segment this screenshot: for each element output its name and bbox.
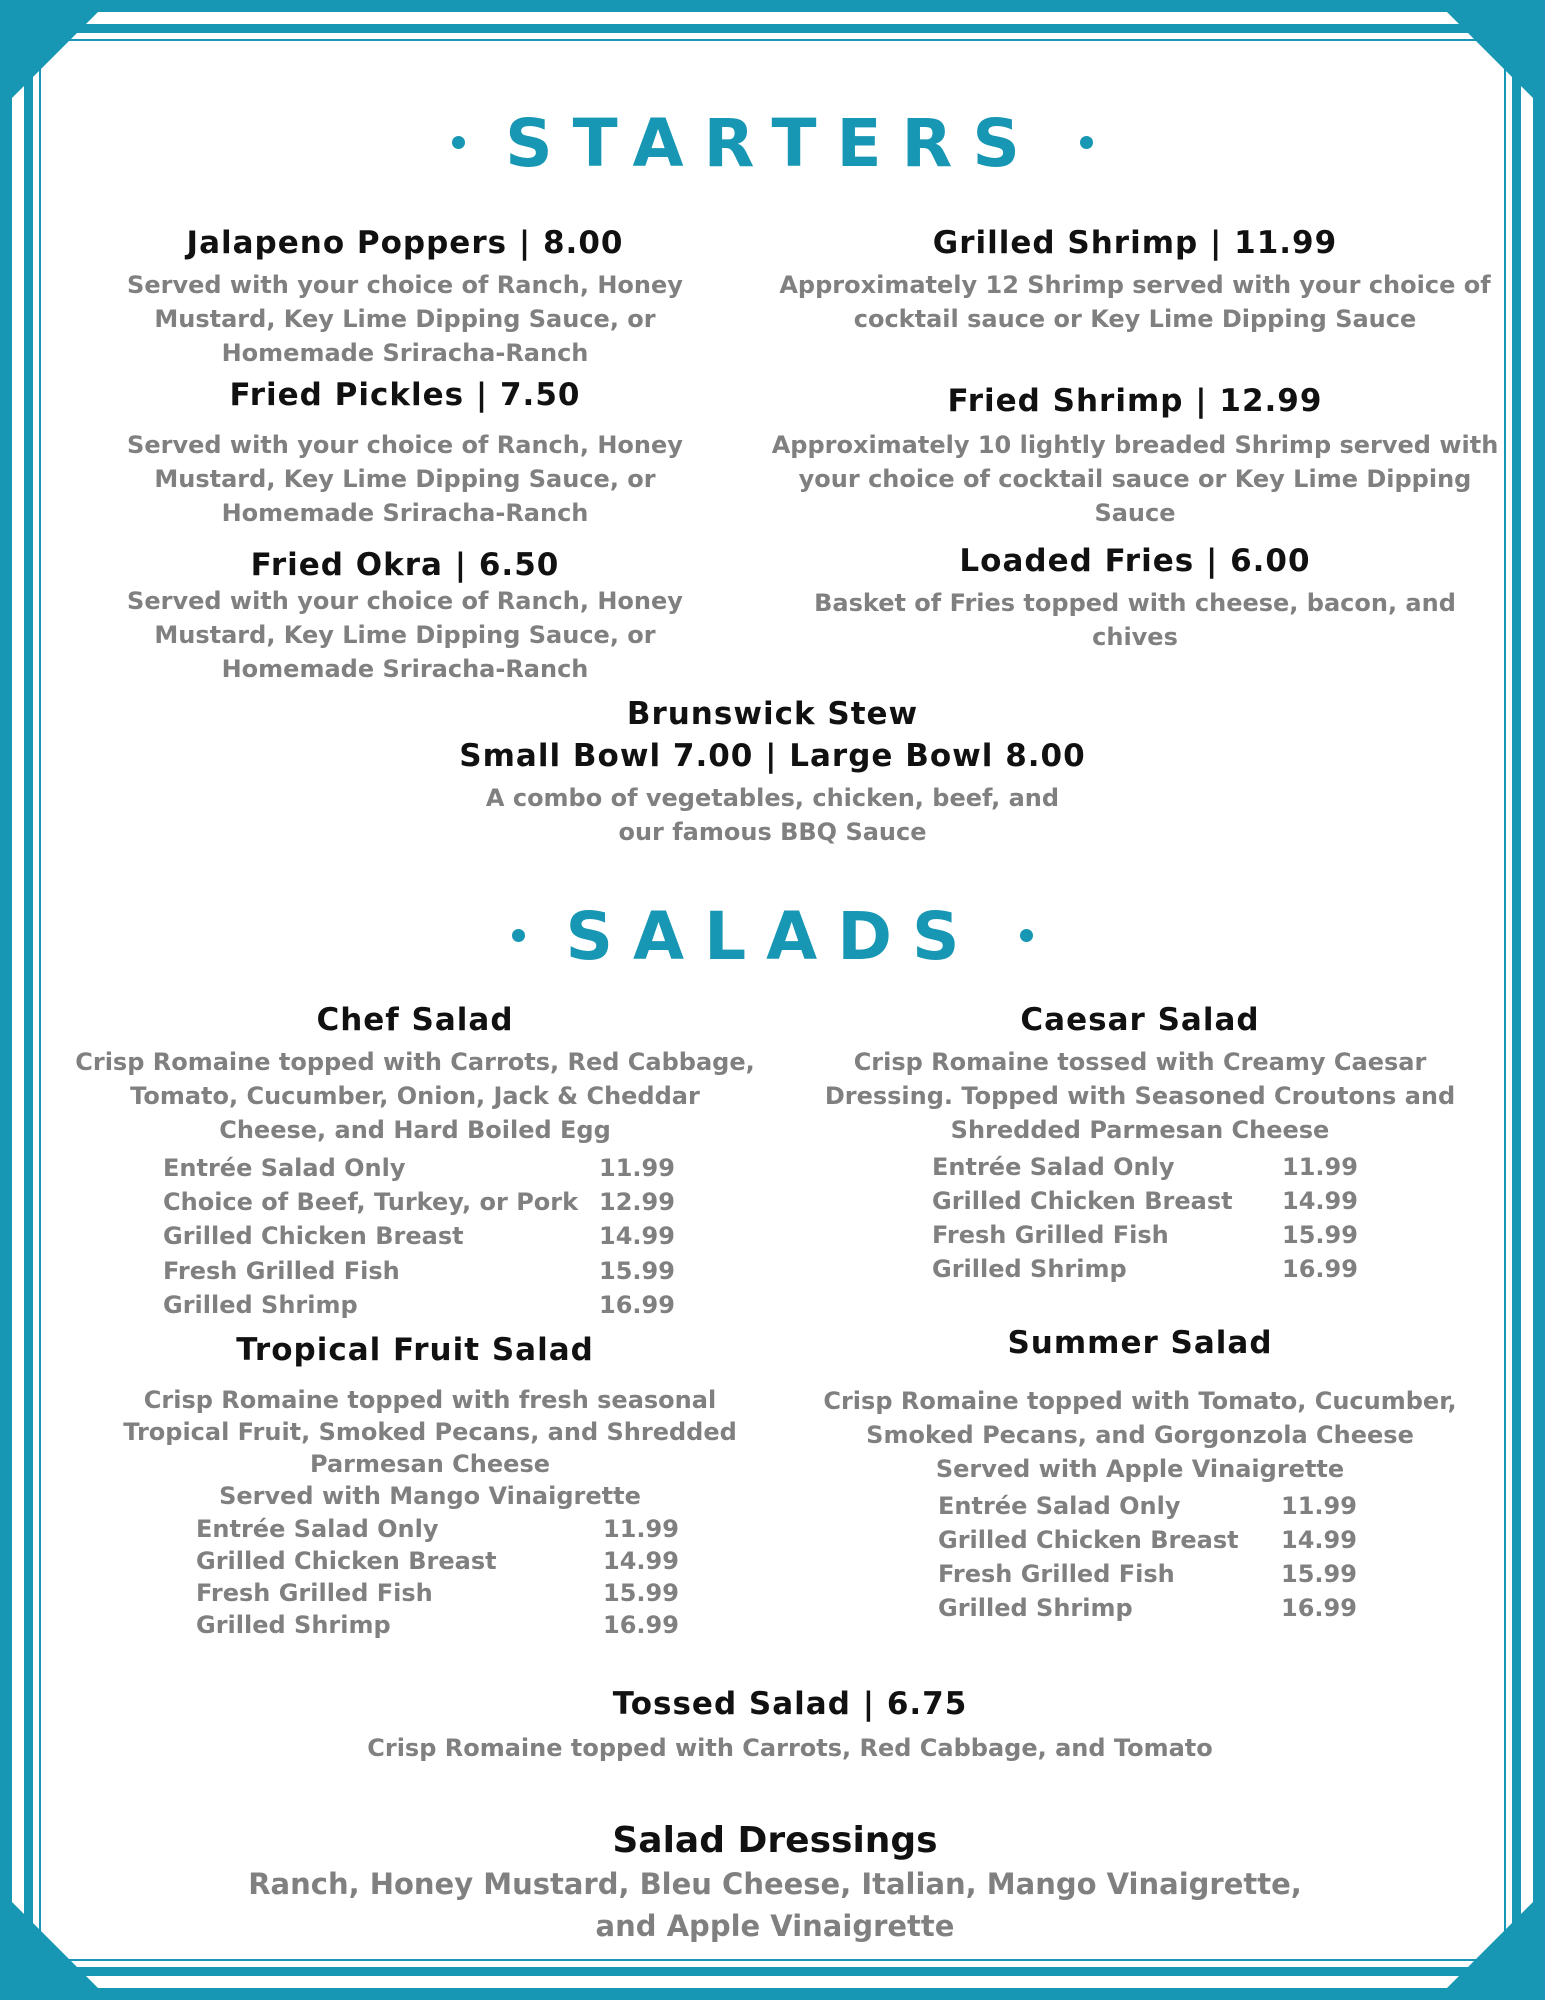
loaded-fries-item [760, 542, 1510, 654]
option-price: 15.99 [1282, 1221, 1358, 1249]
item-description: Crisp Romaine tossed with Creamy Caesar Dressing. Topped with Seasoned Croutons and Shredded Parmesan Cheese [824, 1048, 1456, 1144]
fried-pickles-item [60, 376, 750, 530]
item-description: Crisp Romaine topped with Carrots, Red Cabbage, and Tomato [367, 1734, 1213, 1762]
option-price: 14.99 [603, 1547, 679, 1575]
item-dressing-note: Served with Apple Vinaigrette [935, 1455, 1345, 1483]
item-title: Chef Salad [316, 1002, 514, 1038]
summer-salad-item [790, 1324, 1490, 1362]
option-price: 16.99 [1281, 1594, 1357, 1622]
option-name: Fresh Grilled Fish [163, 1257, 400, 1285]
option-price: 12.99 [599, 1188, 675, 1216]
option-name: Entrée Salad Only [932, 1153, 1175, 1181]
dressings-title: Salad Dressings [612, 1820, 938, 1861]
option-price: 15.99 [603, 1579, 679, 1607]
bullet-dot-icon [452, 136, 465, 149]
option-name: Entrée Salad Only [938, 1492, 1181, 1520]
item-description: Basket of Fries topped with cheese, bacon, and chives [814, 589, 1456, 651]
starters-heading: STARTERS [0, 105, 1545, 182]
tropical-fruit-salad-item [70, 1331, 760, 1369]
tossed-salad-item [300, 1685, 1280, 1765]
option-price: 11.99 [599, 1154, 675, 1182]
option-name: Fresh Grilled Fish [932, 1221, 1169, 1249]
dressings-list-line-2: and Apple Vinaigrette [595, 1909, 955, 1943]
item-title: Caesar Salad [1020, 1002, 1260, 1038]
chef-salad-item [70, 1001, 760, 1147]
item-title: Tropical Fruit Salad [236, 1332, 594, 1368]
item-title: Fried Shrimp | 12.99 [947, 383, 1323, 419]
item-title: Summer Salad [1007, 1325, 1273, 1361]
option-name: Fresh Grilled Fish [938, 1560, 1175, 1588]
item-title: Grilled Shrimp | 11.99 [932, 225, 1338, 261]
option-name: Fresh Grilled Fish [196, 1579, 433, 1607]
option-name: Grilled Chicken Breast [932, 1187, 1233, 1215]
option-name: Grilled Chicken Breast [938, 1526, 1239, 1554]
item-title: Jalapeno Poppers | 8.00 [186, 225, 624, 261]
bullet-dot-icon [1020, 929, 1033, 942]
item-title: Fried Okra | 6.50 [250, 547, 560, 583]
jalapeno-poppers-item [60, 224, 750, 370]
item-title: Loaded Fries | 6.00 [959, 543, 1311, 579]
option-price: 11.99 [603, 1515, 679, 1543]
bullet-dot-icon [1080, 136, 1093, 149]
option-name: Grilled Chicken Breast [196, 1547, 497, 1575]
item-title: Tossed Salad | 6.75 [612, 1686, 968, 1722]
tropical-fruit-salad-details [95, 1384, 765, 1512]
bullet-dot-icon [512, 929, 525, 942]
caesar-salad-item [790, 1001, 1490, 1147]
fried-shrimp-item [760, 382, 1510, 530]
item-subtitle-prices: Small Bowl 7.00 | Large Bowl 8.00 [459, 738, 1086, 774]
option-price: 14.99 [1282, 1187, 1358, 1215]
option-name: Grilled Shrimp [163, 1291, 358, 1319]
option-name: Grilled Shrimp [938, 1594, 1133, 1622]
option-name: Grilled Shrimp [932, 1255, 1127, 1283]
item-dressing-note: Served with Mango Vinaigrette [219, 1482, 641, 1510]
option-price: 15.99 [599, 1257, 675, 1285]
salad-dressings-section [200, 1820, 1350, 1947]
option-name: Entrée Salad Only [163, 1154, 406, 1182]
item-description: Served with your choice of Ranch, Honey Mustard, Key Lime Dipping Sauce, or Homemade Sriracha-Ranch [127, 431, 683, 527]
option-price: 14.99 [599, 1222, 675, 1250]
item-description: Crisp Romaine topped with Tomato, Cucumber, Smoked Pecans, and Gorgonzola Cheese [823, 1387, 1457, 1449]
option-price: 16.99 [599, 1291, 675, 1319]
item-description: Approximately 12 Shrimp served with your choice of cocktail sauce or Key Lime Dipping Sauce [779, 271, 1491, 333]
item-title: Brunswick Stew [626, 696, 919, 732]
option-price: 11.99 [1281, 1492, 1357, 1520]
option-price: 14.99 [1281, 1526, 1357, 1554]
option-name: Entrée Salad Only [196, 1515, 439, 1543]
option-name: Choice of Beef, Turkey, or Pork [163, 1188, 579, 1216]
brunswick-stew-item [400, 695, 1145, 849]
option-price: 16.99 [1282, 1255, 1358, 1283]
dressings-list-line-1: Ranch, Honey Mustard, Bleu Cheese, Italian, Mango Vinaigrette, [248, 1867, 1302, 1901]
option-name: Grilled Shrimp [196, 1611, 391, 1639]
item-title: Fried Pickles | 7.50 [229, 377, 581, 413]
item-description: Approximately 10 lightly breaded Shrimp served with your choice of cocktail sauce or Key Lime Dipping Sauce [771, 431, 1499, 527]
item-description: A combo of vegetables, chicken, beef, and our famous BBQ Sauce [485, 784, 1060, 846]
option-price: 16.99 [603, 1611, 679, 1639]
fried-okra-item [60, 546, 750, 686]
grilled-shrimp-item [760, 224, 1510, 336]
option-price: 11.99 [1282, 1153, 1358, 1181]
item-description: Crisp Romaine topped with Carrots, Red Cabbage, Tomato, Cucumber, Onion, Jack & Cheddar Cheese, and Hard Boiled Egg [75, 1048, 755, 1144]
item-description: Served with your choice of Ranch, Honey Mustard, Key Lime Dipping Sauce, or Homemade Sriracha-Ranch [127, 587, 683, 683]
option-price: 15.99 [1281, 1560, 1357, 1588]
salads-heading: SALADS [0, 898, 1545, 975]
item-description: Served with your choice of Ranch, Honey Mustard, Key Lime Dipping Sauce, or Homemade Sriracha-Ranch [127, 271, 683, 367]
item-description: Crisp Romaine topped with fresh seasonal Tropical Fruit, Smoked Pecans, and Shredded Parmesan Cheese [123, 1386, 737, 1478]
option-name: Grilled Chicken Breast [163, 1222, 464, 1250]
summer-salad-details [800, 1384, 1480, 1486]
